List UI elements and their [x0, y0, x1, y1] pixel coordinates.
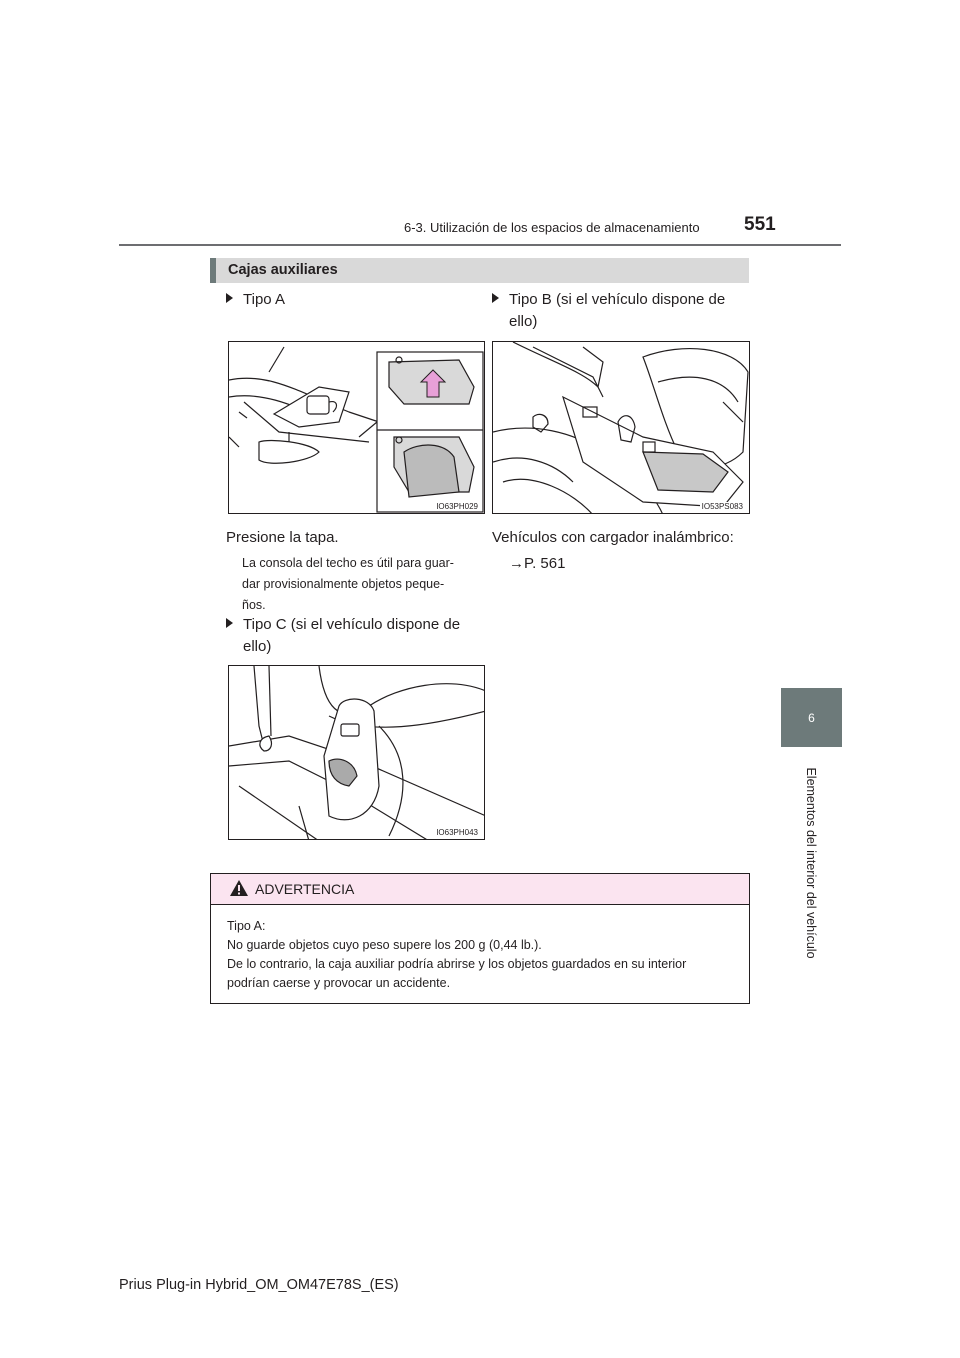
overhead-console-illustration: [229, 342, 485, 514]
chapter-number: 6: [808, 710, 815, 725]
warning-box: [210, 873, 750, 1004]
chapter-title: Elementos del interior del vehículo: [804, 767, 818, 959]
charger-text: Vehículos con cargador inalámbrico:: [492, 529, 734, 546]
warning-line: podrían caerse y provocar un accidente.: [227, 976, 451, 990]
warning-body: [227, 917, 737, 993]
figure-type-b: [492, 341, 750, 514]
note-line: dar provisionalmente objetos peque-: [242, 577, 445, 591]
header-rule: [119, 244, 841, 246]
rear-console-box-illustration: [229, 666, 485, 840]
type-a-label: Tipo A: [226, 289, 285, 311]
type-b-label: Tipo B (si el vehículo dispone de ello): [492, 289, 750, 333]
warning-line: De lo contrario, la caja auxiliar podría abrirse y los objetos guardados en su interior: [227, 957, 687, 971]
warning-header: [211, 874, 749, 905]
type-c-label: Tipo C (si el vehículo dispone de ello): [226, 614, 485, 658]
bullet-arrow-icon: [226, 618, 233, 628]
note-line: ños.: [242, 598, 266, 612]
running-header: 6-3. Utilización de los espacios de almacenamiento: [404, 220, 700, 235]
figure-type-a: [228, 341, 485, 514]
note-paragraph: [242, 553, 485, 616]
instruction-text: Presione la tapa.: [226, 529, 339, 546]
bullet-arrow-icon: [226, 293, 233, 303]
page-number: 551: [744, 214, 776, 235]
figure-c-code: IO63PH043: [436, 828, 478, 837]
note-line: La consola del techo es útil para guar-: [242, 556, 454, 570]
page-reference-link[interactable]: →P. 561: [509, 555, 566, 572]
bullet-arrow-icon: [492, 293, 499, 303]
figure-b-code: IO53PS083: [701, 502, 743, 511]
warning-line: No guarde objetos cuyo peso supere los 200 g (0,44 lb.).: [227, 938, 542, 952]
center-console-illustration: [493, 342, 750, 514]
warning-line: Tipo A:: [227, 919, 266, 933]
figure-a-code: IO63PH029: [436, 502, 478, 511]
chapter-tab[interactable]: [781, 688, 842, 747]
section-title: Cajas auxiliares: [228, 262, 338, 278]
footer-manual-id: Prius Plug-in Hybrid_OM_OM47E78S_(ES): [119, 1277, 399, 1293]
section-heading: [210, 258, 749, 283]
figure-type-c: [228, 665, 485, 840]
warning-triangle-icon: [229, 879, 249, 897]
warning-title: ADVERTENCIA: [255, 881, 355, 897]
